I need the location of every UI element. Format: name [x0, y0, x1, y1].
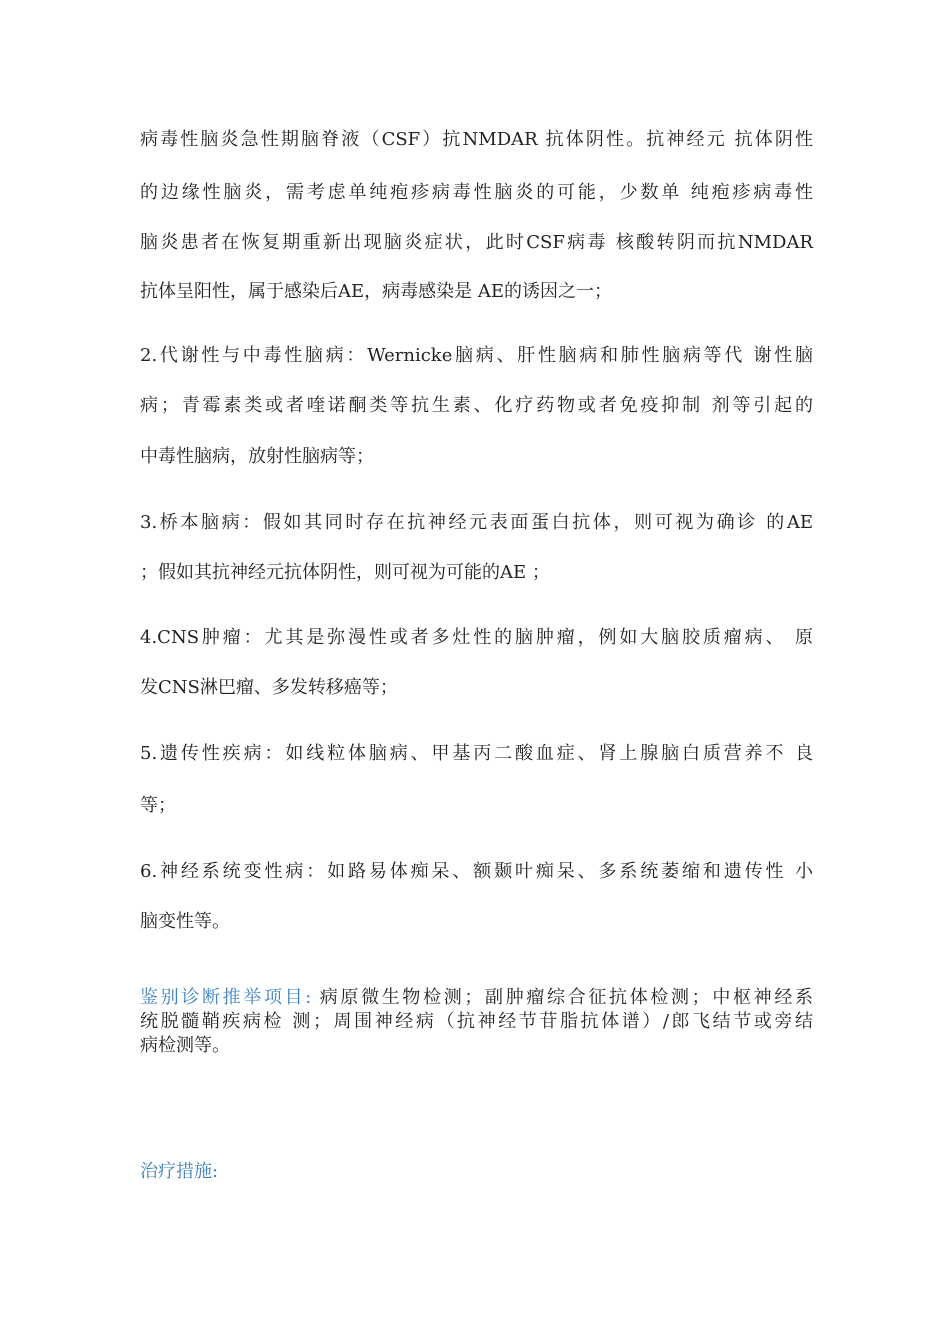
treatment-label: 治疗措施:	[140, 1161, 219, 1182]
paragraph-line: 中毒性脑病，放射性脑病等；	[140, 446, 374, 467]
paragraph-line: 病；青霉素类或者喹诺酮类等抗生素、化疗药物或者免疫抑制 剂等引起的	[140, 395, 813, 416]
paragraph-line: 脑变性等。	[140, 911, 230, 932]
differential-text: 病原微生物检测；副肿瘤综合征抗体检测；中枢神经系	[311, 987, 813, 1008]
paragraph-line: 抗体呈阳性，属于感染后AE，病毒感染是 AE的诱因之一；	[140, 281, 612, 302]
differential-line-3: 病检测等。	[140, 1035, 230, 1056]
paragraph-line: ；假如其抗神经元抗体阴性，则可视为可能的AE ；	[140, 562, 550, 583]
paragraph-line: 6.神经系统变性病：如路易体痴呆、额颞叶痴呆、多系统萎缩和遗传性 小	[140, 861, 813, 882]
paragraph-line: 发CNS淋巴瘤、多发转移癌等；	[140, 677, 398, 698]
paragraph-line: 2.代谢性与中毒性脑病：Wernicke脑病、肝性脑病和肺性脑病等代 谢性脑	[140, 345, 813, 366]
paragraph-line: 3.桥本脑病：假如其同时存在抗神经元表面蛋白抗体，则可视为确诊 的AE	[140, 512, 813, 533]
paragraph-line: 4.CNS肿瘤：尤其是弥漫性或者多灶性的脑肿瘤，例如大脑胶质瘤病、 原	[140, 627, 813, 648]
paragraph-line: 等；	[140, 795, 176, 816]
paragraph-line: 5.遗传性疾病：如线粒体脑病、甲基丙二酸血症、肾上腺脑白质营养不 良	[140, 743, 813, 764]
paragraph-line: 脑炎患者在恢复期重新出现脑炎症状，此时CSF病毒 核酸转阴而抗NMDAR	[140, 232, 813, 253]
paragraph-line: 病毒性脑炎急性期脑脊液（CSF）抗NMDAR 抗体阴性。抗神经元 抗体阴性	[140, 129, 813, 150]
differential-line-2: 统脱髓鞘疾病检 测；周围神经病（抗神经节苷脂抗体谱）/郎飞结节或旁结	[140, 1011, 813, 1032]
differential-line-1	[140, 986, 813, 1009]
paragraph-line: 的边缘性脑炎，需考虑单纯疱疹病毒性脑炎的可能，少数单 纯疱疹病毒性	[140, 182, 813, 203]
differential-label: 鉴别诊断推举项目:	[140, 987, 312, 1008]
